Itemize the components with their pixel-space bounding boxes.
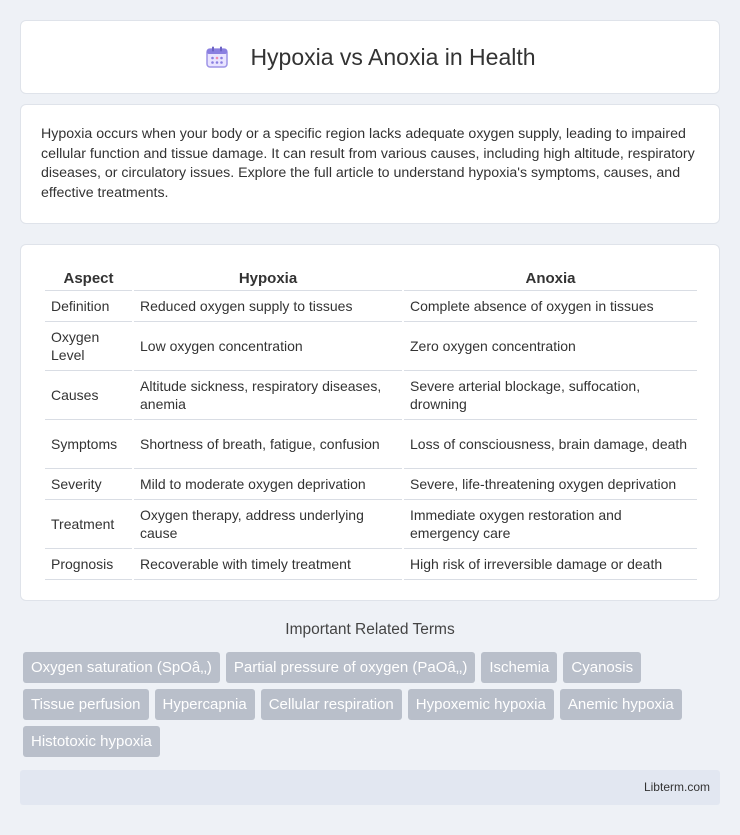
aspect-cell: Causes — [45, 371, 132, 420]
hypoxia-cell: Shortness of breath, fatigue, confusion — [134, 420, 402, 469]
anoxia-cell: Zero oxygen concentration — [404, 322, 697, 371]
calendar-icon — [204, 44, 230, 70]
related-terms-title: Important Related Terms — [285, 621, 455, 638]
comparison-table-card — [20, 244, 720, 601]
aspect-cell: Symptoms — [45, 420, 132, 469]
hypoxia-cell: Recoverable with timely treatment — [134, 549, 402, 580]
table-row — [45, 371, 697, 420]
comparison-table — [43, 267, 699, 580]
footer-site-link[interactable]: Libterm.com — [643, 780, 710, 794]
hypoxia-cell: Oxygen therapy, address underlying cause — [134, 500, 402, 549]
aspect-cell: Oxygen Level — [45, 322, 132, 371]
anoxia-cell: Severe arterial blockage, suffocation, drowning — [404, 371, 697, 420]
related-term-chip[interactable]: Anemic hypoxia — [560, 689, 682, 720]
page-title: Hypoxia vs Anoxia in Health — [250, 43, 536, 70]
related-term-chip[interactable]: Hypoxemic hypoxia — [408, 689, 554, 720]
related-term-chip[interactable]: Partial pressure of oxygen (PaOâ‚‚) — [226, 652, 475, 683]
related-terms-list — [23, 652, 703, 763]
aspect-cell: Prognosis — [45, 549, 132, 580]
footer — [20, 770, 720, 805]
header-card — [20, 20, 720, 94]
hypoxia-cell: Low oxygen concentration — [134, 322, 402, 371]
aspect-cell: Severity — [45, 469, 132, 500]
aspect-cell: Definition — [45, 291, 132, 322]
related-term-chip[interactable]: Ischemia — [481, 652, 557, 683]
related-term-chip[interactable]: Histotoxic hypoxia — [23, 726, 160, 757]
column-header-hypoxia: Hypoxia — [134, 267, 402, 291]
related-term-chip[interactable]: Hypercapnia — [155, 689, 255, 720]
hypoxia-cell: Reduced oxygen supply to tissues — [134, 291, 402, 322]
table-row — [45, 500, 697, 549]
related-term-chip[interactable]: Tissue perfusion — [23, 689, 149, 720]
intro-card — [20, 104, 720, 224]
related-term-chip[interactable]: Cyanosis — [563, 652, 641, 683]
anoxia-cell: Severe, life-threatening oxygen deprivation — [404, 469, 697, 500]
anoxia-cell: Complete absence of oxygen in tissues — [404, 291, 697, 322]
column-header-anoxia: Anoxia — [404, 267, 697, 291]
related-term-chip[interactable]: Oxygen saturation (SpOâ‚‚) — [23, 652, 220, 683]
table-row — [45, 420, 697, 469]
related-term-chip[interactable]: Cellular respiration — [261, 689, 402, 720]
hypoxia-cell: Mild to moderate oxygen deprivation — [134, 469, 402, 500]
anoxia-cell: Immediate oxygen restoration and emergency care — [404, 500, 697, 549]
hypoxia-cell: Altitude sickness, respiratory diseases, anemia — [134, 371, 402, 420]
anoxia-cell: Loss of consciousness, brain damage, death — [404, 420, 697, 469]
intro-text: Hypoxia occurs when your body or a specific region lacks adequate oxygen supply, leading to impaired cellular function and tissue damage. It can result from various causes, including high altitude, respiratory diseases, or circulatory issues. Explore the full article to understand hypoxia's symptoms, causes, and effective treatments. — [41, 126, 695, 201]
table-row — [45, 549, 697, 580]
aspect-cell: Treatment — [45, 500, 132, 549]
column-header-aspect: Aspect — [45, 267, 132, 291]
table-row — [45, 291, 697, 322]
anoxia-cell: High risk of irreversible damage or death — [404, 549, 697, 580]
table-row — [45, 469, 697, 500]
table-header-row — [45, 267, 697, 291]
table-row — [45, 322, 697, 371]
